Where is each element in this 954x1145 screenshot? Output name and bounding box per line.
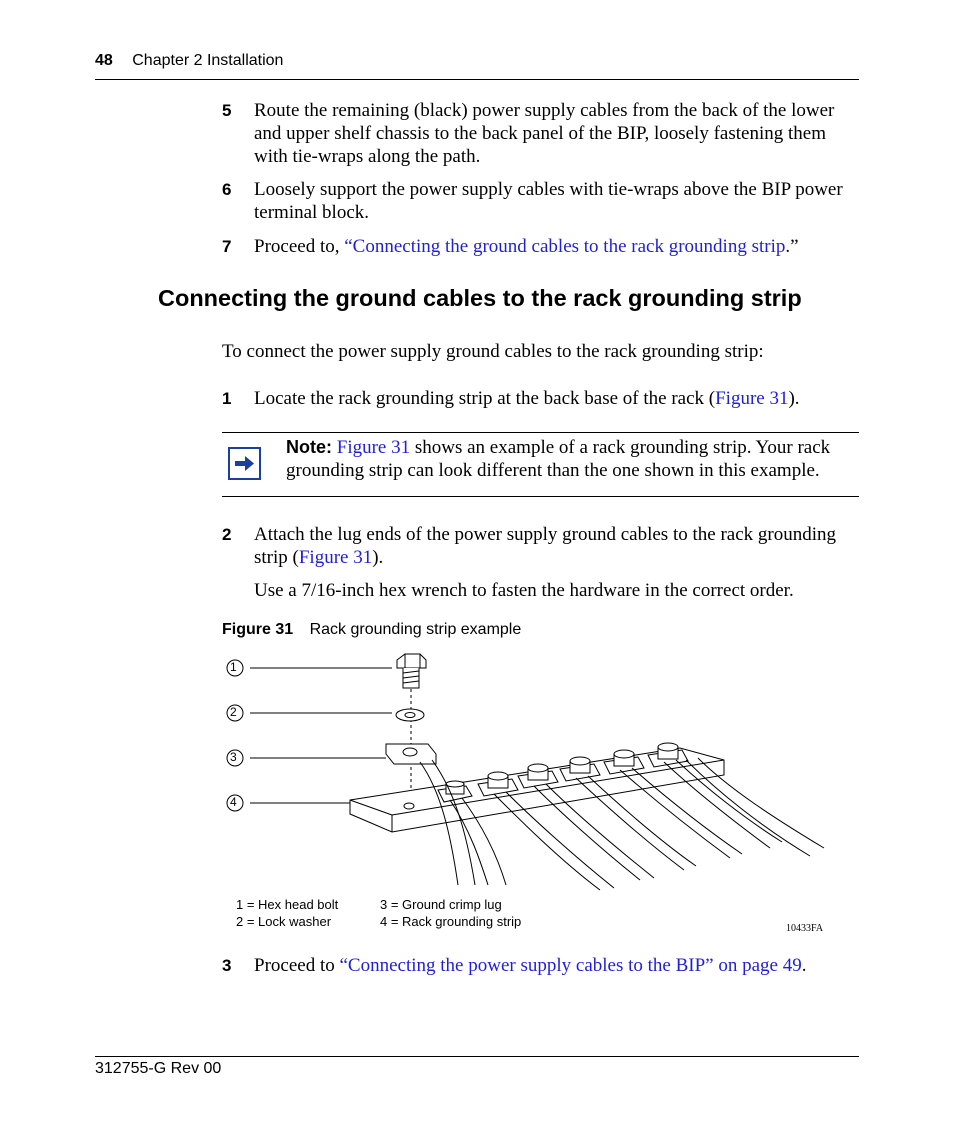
note-label: Note: [286,437,332,457]
legend-item: 1 = Hex head bolt [236,897,339,912]
legend-item: 2 = Lock washer [236,914,332,929]
step-prefix: Proceed to [254,955,340,976]
step-number: 6 [222,180,232,199]
legend-item: 4 = Rack grounding strip [380,914,522,929]
callout-1: 1 [230,660,237,674]
art-id: 10433FA [786,923,824,934]
step-suffix: ). [372,547,384,568]
step-number: 7 [222,237,232,256]
step-suffix: . [801,955,807,976]
lock-washer [396,709,424,721]
step-number: 3 [222,956,232,975]
section-link[interactable]: “Connecting the ground cables to the rack grounding strip [344,236,786,257]
step-text: Route the remaining (black) power supply cables from the back of the lower and upper shelf chassis to the back panel of the BIP, loosely fastening them with tie-wraps along the path. [254,100,835,167]
hex-bolt [397,654,426,668]
figure-link[interactable]: Figure 31 [336,437,411,458]
step-number: 5 [222,101,232,120]
step-text [254,954,859,977]
step-suffix: ). [788,388,800,409]
callout-4: 4 [230,795,237,809]
step-number: 2 [222,525,232,544]
section-link[interactable]: “Connecting the power supply cables to the BIP” on page 49 [339,955,802,976]
footer-rule [95,1056,859,1057]
crimp-lug [386,744,436,764]
step-prefix: Locate the rack grounding strip at the back base of the rack ( [254,388,716,409]
legend-item: 3 = Ground crimp lug [380,897,502,912]
step-prefix: Attach the lug ends of the power supply ground cables to the rack grounding strip ( [254,524,836,568]
figure-label: Figure 31 [222,621,294,638]
step-text: Loosely support the power supply cables with tie-wraps above the BIP power terminal block. [254,179,843,223]
step-number: 1 [222,389,232,408]
page-number: 48 [95,52,113,69]
document-id: 312755-G Rev 00 [95,1060,222,1077]
callout-3: 3 [230,750,237,764]
chapter-title: Chapter 2 Installation [132,52,284,69]
step-prefix: Proceed to, [254,236,345,257]
callout-2: 2 [230,705,237,719]
step-suffix: .” [785,236,799,257]
figure-link[interactable]: Figure 31 [715,388,789,409]
step-followup: Use a 7/16-inch hex wrench to fasten the hardware in the correct order. [254,580,794,601]
figure-link[interactable]: Figure 31 [298,547,373,568]
section-heading: Connecting the ground cables to the rack grounding strip [158,285,802,311]
section-intro: To connect the power supply ground cables to the rack grounding strip: [222,341,764,362]
note-body: shows an example of a rack grounding strip. Your rack grounding strip can look different than the one shown in this example. [286,437,831,481]
figure-title: Rack grounding strip example [309,621,522,638]
